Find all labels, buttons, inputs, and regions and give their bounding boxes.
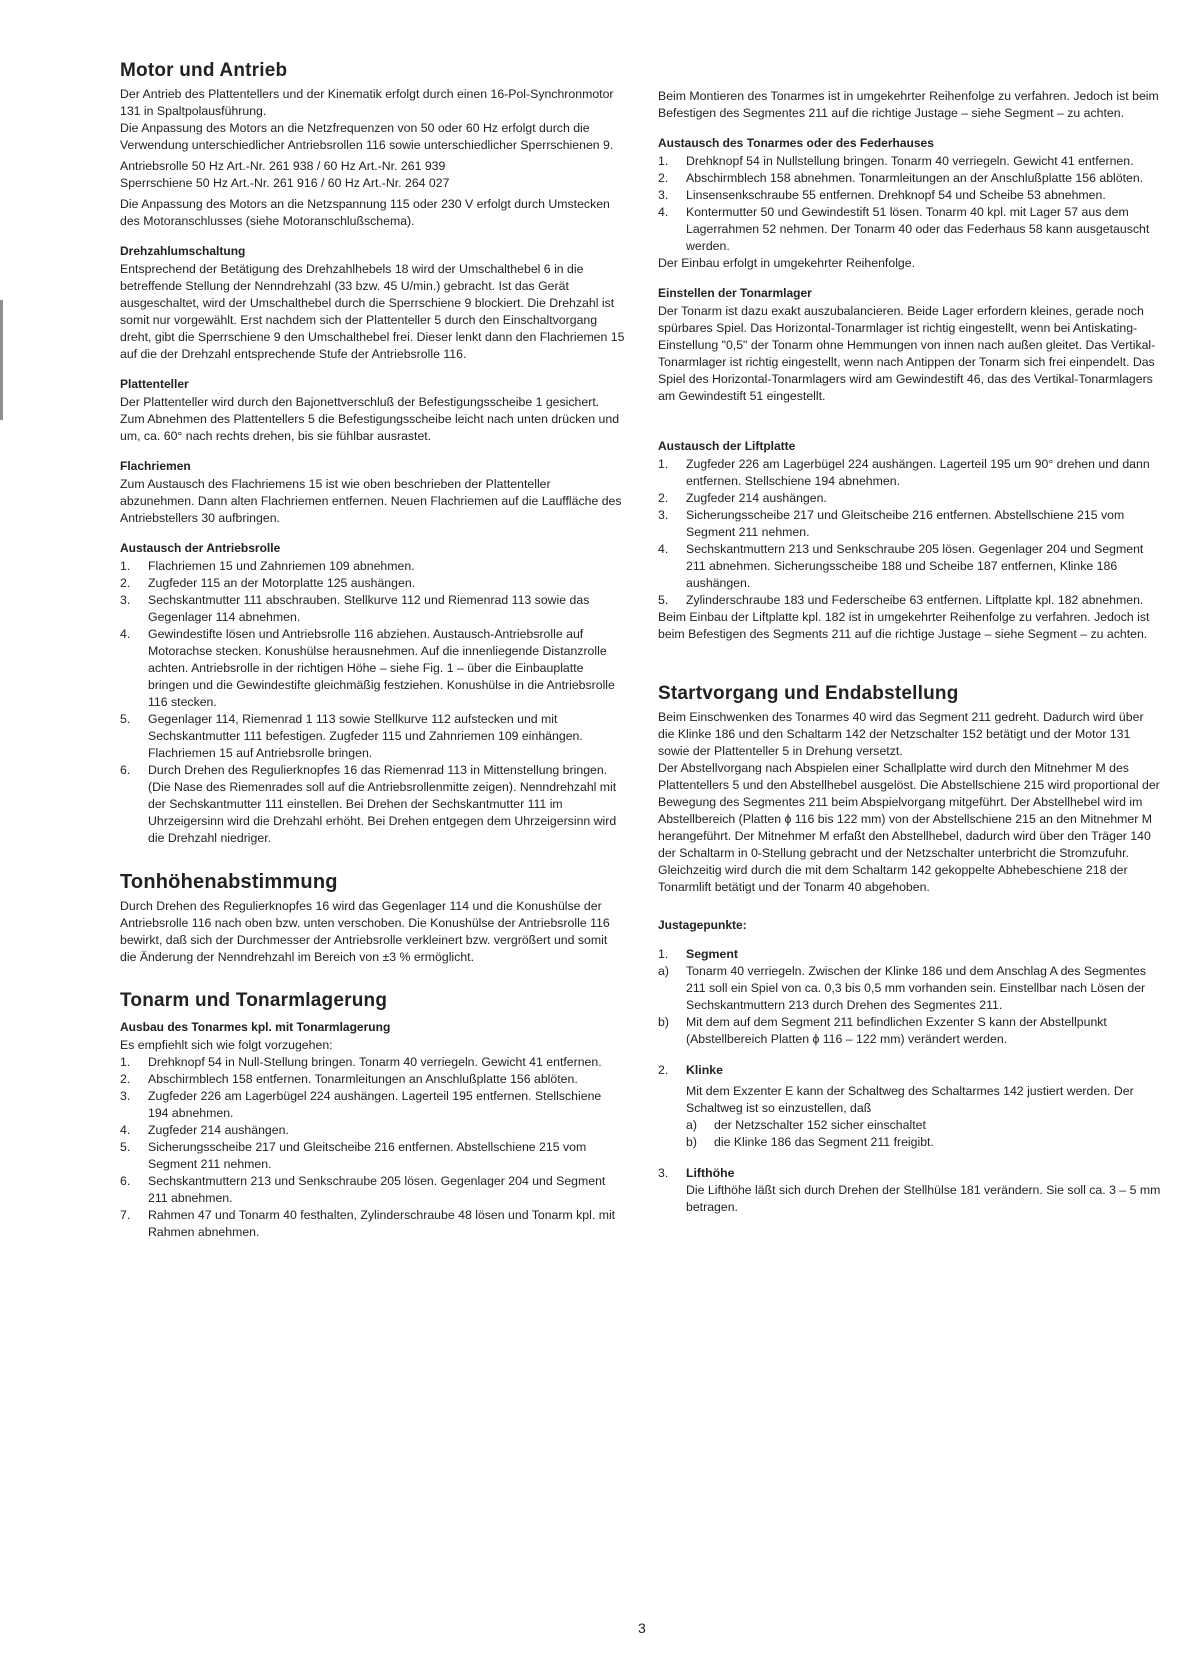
section-tonhoehenabstimmung xyxy=(120,871,625,966)
paragraph: Die Anpassung des Motors an die Netzspannung 115 oder 230 V erfolgt durch Umstecken des Motoranschlusses (siehe Motoranschlußschema). xyxy=(120,197,610,228)
paragraph: Mit dem Exzenter E kann der Schaltweg des Schaltarmes 142 justiert werden. Der Schaltweg ist so einzustellen, daß xyxy=(686,1084,1134,1115)
paragraph: Durch Drehen des Regulierknopfes 16 wird das Gegenlager 114 und die Konushülse der Antriebsrolle 116 nach oben bzw. unten verschoben. Die Konushülse der Antriebsrolle 116 bewirkt, daß sich der Durchmesser der Antriebsrolle verkleinert bzw. vergrößert und somit die Änderung der Nenndrehzahl im Bereich von ±3 % ermöglicht. xyxy=(120,899,610,964)
list-item: 2. Abschirmblech 158 entfernen. Tonarmleitungen an Anschlußplatte 156 ablöten. xyxy=(120,1072,578,1086)
list-item: b) die Klinke 186 das Segment 211 freigibt. xyxy=(686,1135,934,1149)
section-startvorgang-endabstellung xyxy=(658,683,1163,896)
list-item: 3. Zugfeder 226 am Lagerbügel 224 aushängen. Lagerteil 195 entfernen. Stellschiene 194 abnehmen. xyxy=(120,1089,602,1120)
heading-plattenteller: Plattenteller xyxy=(120,377,189,391)
list-item: 3. Sicherungsscheibe 217 und Gleitscheibe 216 entfernen. Abstellschiene 215 vom Segment 211 nehmen. xyxy=(658,508,1125,539)
paragraph: Die Lifthöhe läßt sich durch Drehen der Stellhülse 181 verändern. Sie soll ca. 3 – 5 mm betragen. xyxy=(686,1183,1161,1214)
left-column xyxy=(120,60,625,1255)
list-item: 4. Gewindestifte lösen und Antriebsrolle 116 abziehen. Austausch-Antriebsrolle auf Motorachse stecken. Konushülse herausnehmen. Auf die innenliegende Distanzrolle achten. Antriebsrolle in der richtigen Höhe – siehe Fig. 1 – über die Einbauplatte bringen und die Gewindestifte gleichmäßig festziehen. Konushülse in die Antriebsrolle 116 stecken. xyxy=(120,627,615,709)
paragraph: Der Einbau erfolgt in umgekehrter Reihenfolge. xyxy=(658,256,916,270)
list-item: 7. Rahmen 47 und Tonarm 40 festhalten, Zylinderschraube 48 lösen und Tonarm kpl. mit Rahmen abnehmen. xyxy=(120,1208,616,1239)
list-item: 5. Gegenlager 114, Riemenrad 1 113 sowie Stellkurve 112 aufstecken und mit Sechskantmutter 111 befestigen. Zugfeder 115 und Zahnriemen 109 einhängen. xyxy=(120,712,583,743)
heading-austausch-antriebsrolle: Austausch der Antriebsrolle xyxy=(120,541,281,555)
paragraph: Es empfiehlt sich wie folgt vorzugehen: xyxy=(120,1038,333,1052)
paragraph: Zum Austausch des Flachriemens 15 ist wie oben beschrieben der Plattenteller abzunehmen. Dann alten Flachriemen entfernen. Neuen Flachriemen auf die Lauffläche des Antriebstellers 30 aufbringen. xyxy=(120,477,622,525)
list-item: 4. Kontermutter 50 und Gewindestift 51 lösen. Tonarm 40 kpl. mit Lager 57 aus dem Lagerrahmen 52 nehmen. Der Tonarm 40 oder das Federhaus 58 kann ausgetauscht werden. xyxy=(658,205,1150,253)
paragraph: Beim Montieren des Tonarmes ist in umgekehrter Reihenfolge zu verfahren. Jedoch ist beim Befestigen des Segmentes 211 auf die richtige Justage – siehe Segment – zu achten. xyxy=(658,89,1159,120)
section-drehzahlumschaltung xyxy=(120,244,625,363)
paragraph: Antriebsrolle 50 Hz Art.-Nr. 261 938 / 60 Hz Art.-Nr. 261 939 xyxy=(120,159,446,173)
justage-klinke xyxy=(658,1062,1163,1079)
list-item: 1. Segment xyxy=(658,947,738,961)
steps-list xyxy=(120,558,625,847)
list-item: 1. Zugfeder 226 am Lagerbügel 224 aushängen. Lagerteil 195 um 90° drehen und dann entfernen. Stellschiene 194 abnehmen. xyxy=(658,457,1150,488)
list-item: 4. Sechskantmuttern 213 und Senkschraube 205 lösen. Gegenlager 204 und Segment 211 abnehmen. Sicherungsscheibe 188 und Scheibe 187 entfernen, Klinke 186 aushängen. xyxy=(658,542,1144,590)
steps-list xyxy=(120,1054,625,1241)
list-item: a) Tonarm 40 verriegeln. Zwischen der Klinke 186 und dem Anschlag A des Segmentes 211 soll ein Spiel von ca. 0,3 bis 0,5 mm vorhanden sein. Einstellbar nach Lösen der Sechskantmuttern 213 durch Drehen des Segmentes 211. xyxy=(658,964,1147,1012)
paragraph: Entsprechend der Betätigung des Drehzahlhebels 18 wird der Umschalthebel 6 in die betreffende Stellung der Nenndrehzahl (33 bzw. 45 U/min.) gebracht. Ist das Gerät ausgeschaltet, wird der Umschalthebel durch die Sperrschiene 9 blockiert. Die Drehzahl ist somit nur vorgewählt. Erst nachdem sich der Plattenteller 5 durch den Einschaltvorgang dreht, gibt die Sperrschiene 9 den Umschalthebel frei. Dieser lenkt dann den Flachriemen 15 auf die der Drehzahl entsprechende Stufe der Antriebsrolle 116. xyxy=(120,262,625,361)
scan-margin-mark xyxy=(0,300,3,420)
heading-justagepunkte: Justagepunkte: xyxy=(658,918,747,932)
list-item: b) Mit dem auf dem Segment 211 befindlichen Exzenter S kann der Abstellpunkt (Abstellbereich Platten ϕ 116 – 122 mm) verändert werden. xyxy=(658,1015,1107,1046)
list-item: 3. Linsensenkschraube 55 entfernen. Drehknopf 54 und Scheibe 53 abnehmen. xyxy=(658,188,1106,202)
justage-lifthoehe xyxy=(658,1165,1163,1182)
section-austausch-liftplatte xyxy=(658,439,1163,643)
list-item: 2. Klinke xyxy=(658,1063,723,1077)
heading-flachriemen: Flachriemen xyxy=(120,459,191,473)
paragraph: Die Anpassung des Motors an die Netzfrequenzen von 50 oder 60 Hz erfolgt durch die Verwendung unterschiedlicher Antriebsrollen 116 sowie unterschiedlicher Sperrschienen 9. xyxy=(120,121,614,152)
section-plattenteller xyxy=(120,377,625,445)
section-austausch-antriebsrolle xyxy=(120,541,625,847)
section-austausch-tonarm-federhaus xyxy=(658,136,1163,272)
section-montage-tonarm xyxy=(658,88,1163,122)
section-tonarm-und-tonarmlagerung xyxy=(120,990,625,1241)
paragraph: Der Antrieb des Plattentellers und der Kinematik erfolgt durch einen 16-Pol-Synchronmotor 131 in Spaltpolausführung. xyxy=(120,87,614,118)
paragraph: Sperrschiene 50 Hz Art.-Nr. 261 916 / 60 Hz Art.-Nr. 264 027 xyxy=(120,176,450,190)
subheading-ausbau-tonarm: Ausbau des Tonarmes kpl. mit Tonarmlagerung xyxy=(120,1020,391,1034)
list-item: 2. Zugfeder 214 aushängen. xyxy=(658,491,827,505)
paragraph: Der Plattenteller wird durch den Bajonettverschluß der Befestigungsscheibe 1 gesichert. Zum Abnehmen des Plattentellers 5 die Befestigungsscheibe leicht nach unten drücken und um, ca. 60° nach rechts drehen, bis sie fühlbar ausrastet. xyxy=(120,395,620,443)
heading-startvorgang-endabstellung: Startvorgang und Endabstellung xyxy=(658,683,959,704)
steps-list xyxy=(658,153,1163,255)
justage-segment xyxy=(658,946,1163,1048)
heading-drehzahlumschaltung: Drehzahlumschaltung xyxy=(120,244,246,258)
list-item: 2. Abschirmblech 158 abnehmen. Tonarmleitungen an der Anschlußplatte 156 ablöten. xyxy=(658,171,1144,185)
steps-list xyxy=(658,456,1163,609)
list-item: a) der Netzschalter 152 sicher einschaltet xyxy=(686,1118,926,1132)
section-motor-und-antrieb xyxy=(120,60,625,230)
section-flachriemen xyxy=(120,459,625,527)
section-justagepunkte xyxy=(658,918,1163,1216)
list-item: 5. Sicherungsscheibe 217 und Gleitscheibe 216 entfernen. Abstellschiene 215 vom Segment 211 nehmen. xyxy=(120,1140,587,1171)
paragraph: Beim Einschwenken des Tonarmes 40 wird das Segment 211 gedreht. Dadurch wird über die Klinke 186 und den Schaltarm 142 der Netzschalter 152 betätigt und der Motor 131 sowie der Plattenteller 5 in Drehung versetzt. xyxy=(658,710,1144,758)
list-item: Flachriemen 15 auf Antriebsrolle bringen. xyxy=(148,746,373,760)
list-item: 2. Zugfeder 115 an der Motorplatte 125 aushängen. xyxy=(120,576,416,590)
heading-tonarm-und-tonarmlagerung: Tonarm und Tonarmlagerung xyxy=(120,990,388,1011)
heading-motor-und-antrieb: Motor und Antrieb xyxy=(120,60,288,81)
heading-tonhoehenabstimmung: Tonhöhenabstimmung xyxy=(120,871,338,893)
paragraph: Der Tonarm ist dazu exakt auszubalancieren. Beide Lager erfordern kleines, gerade noch spürbares Spiel. Das Horizontal-Tonarmlager ist richtig eingestellt, wenn bei Antiskating-Einstellung "0,5" der Tonarm ohne Hemmungen von innen nach außen gleitet. Das Vertikal-Tonarmlager ist richtig eingestellt, wenn nach Antippen der Tonarm sich frei einpendelt. Das Spiel des Horizontal-Tonarmlagers wird am Gewindestift 46, das des Vertikal-Tonarmlagers am Gewindestift 51 eingestellt. xyxy=(658,304,1156,403)
list-item: 6. Sechskantmuttern 213 und Senkschraube 205 lösen. Gegenlager 204 und Segment 211 abnehmen. xyxy=(120,1174,606,1205)
page-number: 3 xyxy=(638,1620,646,1636)
list-item: 4. Zugfeder 214 aushängen. xyxy=(120,1123,289,1137)
heading-austausch-tonarm-federhaus: Austausch des Tonarmes oder des Federhauses xyxy=(658,136,934,150)
section-einstellen-tonarmlager xyxy=(658,286,1163,405)
right-column xyxy=(658,88,1163,1230)
paragraph: Beim Einbau der Liftplatte kpl. 182 ist in umgekehrter Reihenfolge zu verfahren. Jedoch ist beim Befestigen des Segments 211 auf die richtige Justage – siehe Segment – zu achten. xyxy=(658,610,1150,641)
heading-austausch-liftplatte: Austausch der Liftplatte xyxy=(658,439,796,453)
list-item: 1. Flachriemen 15 und Zahnriemen 109 abnehmen. xyxy=(120,559,415,573)
list-item: 1. Drehknopf 54 in Nullstellung bringen. Tonarm 40 verriegeln. Gewicht 41 entfernen. xyxy=(658,154,1134,168)
heading-einstellen-tonarmlager: Einstellen der Tonarmlager xyxy=(658,286,812,300)
list-item: 3. Lifthöhe xyxy=(658,1166,735,1180)
list-item: 1. Drehknopf 54 in Null-Stellung bringen. Tonarm 40 verriegeln. Gewicht 41 entfernen. xyxy=(120,1055,602,1069)
list-item: 6. Durch Drehen des Regulierknopfes 16 das Riemenrad 113 in Mittenstellung bringen. (Die Nase des Riemenrades soll auf die Antriebsrollenmitte zeigen). Nenndrehzahl mit der Sechskantmutter 111 einstellen. Bei Drehen der Sechskantmutter 111 im Uhrzeigersinn wird die Drehzahl erhöht. Bei Drehen entgegen dem Uhrzeigersinn wird die Drehzahl niedriger. xyxy=(120,763,617,845)
list-item: 5. Zylinderschraube 183 und Federscheibe 63 entfernen. Liftplatte kpl. 182 abnehmen. xyxy=(658,593,1144,607)
list-item: 3. Sechskantmutter 111 abschrauben. Stellkurve 112 und Riemenrad 113 sowie das Gegenlager 114 abnehmen. xyxy=(120,593,590,624)
justage-klinke-items xyxy=(658,1117,1163,1151)
paragraph: Der Abstellvorgang nach Abspielen einer Schallplatte wird durch den Mitnehmer M des Plattentellers 5 und den Abstellhebel ausgelöst. Die Abstellschiene 215 wird proportional der Bewegung des Segmentes 211 beim Abspielvorgang mitgeführt. Der Abstellhebel wird im Abstellbereich (Platten ϕ 116 bis 122 mm) von der Abstellschiene 215 an den Mitnehmer M herangeführt. Der Mitnehmer M erfaßt den Abstellhebel, dadurch wird über den Träger 140 der Schaltarm in 0-Stellung gebracht und der Netzschalter unterbricht die Stromzufuhr. Gleichzeitig wird durch die mit dem Schaltarm 142 gekoppelte Abhebeschiene 218 der Tonarmlift betätigt und der Tonarm 40 abgehoben. xyxy=(658,761,1160,894)
